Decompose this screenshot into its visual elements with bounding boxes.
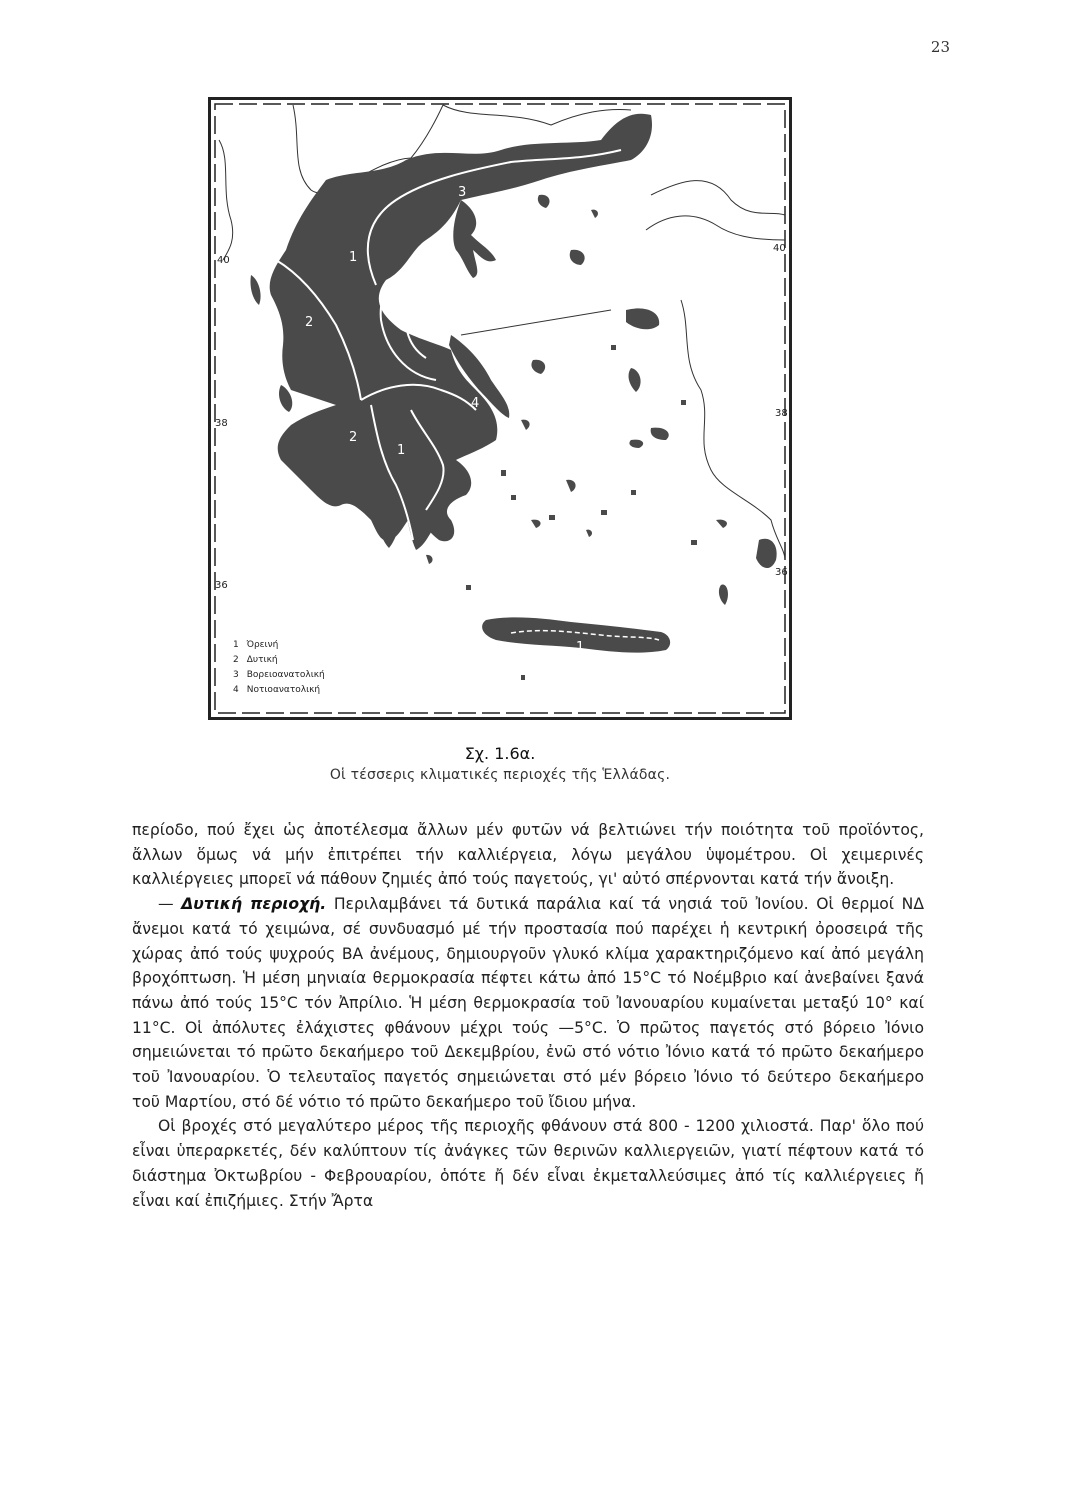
section-heading-western-region: Δυτική περιοχή.: [181, 895, 327, 914]
legend-label: Νοτιοανατολική: [246, 685, 321, 695]
latitude-40-left: 40: [217, 255, 230, 266]
legend-number: 2: [233, 655, 239, 665]
legend-number: 3: [233, 670, 239, 680]
latitude-40-right: 40: [773, 243, 786, 254]
map-drawing: [211, 100, 789, 717]
santorini: [586, 530, 592, 537]
anatolia-coast-line: [681, 300, 785, 560]
region-label-1-crete: 1: [576, 640, 585, 655]
thasos: [538, 195, 550, 208]
legend-item: [233, 683, 325, 698]
legend-label: Δυτική: [246, 655, 278, 665]
naxos: [566, 480, 576, 492]
legend-label: Βορειοανατολική: [246, 670, 325, 680]
border-line: [461, 310, 611, 335]
kos: [716, 520, 727, 528]
dash: —: [158, 895, 182, 914]
corfu: [250, 275, 260, 305]
turkey-coast-line: [651, 181, 785, 215]
mainland-greece: [270, 114, 652, 542]
samothrace: [591, 210, 598, 218]
lesvos: [626, 308, 659, 329]
rhodes: [756, 539, 777, 568]
bulgaria-border-line: [443, 105, 631, 125]
latitude-36-left: 36: [215, 580, 228, 591]
milos: [531, 520, 541, 528]
legend-item: [233, 668, 325, 683]
page-number: 23: [930, 38, 950, 56]
climate-regions-map: [208, 97, 792, 720]
paragraph-2: [132, 892, 924, 1114]
andros: [521, 420, 530, 430]
samos: [651, 428, 669, 440]
region-label-3-north: 3: [458, 185, 467, 200]
figure-caption-label: Σχ. 1.6α.: [464, 744, 536, 763]
karpathos: [719, 585, 728, 605]
marmara-coast-line: [646, 216, 785, 240]
figure-caption-text: Οἱ τέσσερις κλιματικές περιοχές τῆς Ἑλλάδας.: [329, 767, 671, 783]
kythira: [426, 555, 433, 564]
region-label-4: 4: [471, 396, 480, 411]
kefalonia: [279, 385, 292, 412]
paragraph-3: Οἱ βροχές στό μεγαλύτερο μέρος τῆς περιοχῆς φθάνουν στά 800 - 1200 χιλιοστά. Παρ' ὅλο πού εἶναι ὑπεραρκετές, δέν καλύπτουν τίς ἀνάγκες τῶν θερινῶν καλλιεργειῶν, γιατί πέφτουν κατά τό διάστημα Ὀκτωβρίου - Φεβρουαρίου, ὁπότε ἤ δέν εἶναι ἐκμεταλλεύσιμες ἀπό τίς καλλιέργειες ἤ εἶναι καί ἐπιζήμιες. Στήν Ἄρτα: [132, 1117, 924, 1210]
latitude-36-right: 36: [775, 567, 788, 578]
region-label-2-peloponnese: 2: [349, 430, 358, 445]
western-border-line: [219, 140, 233, 260]
legend-label: Ὀρεινή: [246, 640, 279, 650]
legend-item: [233, 638, 325, 653]
latitude-38-left: 38: [215, 418, 228, 429]
chios: [629, 368, 641, 392]
ikaria: [629, 440, 643, 448]
legend-number: 1: [233, 640, 239, 650]
region-label-1-north: 1: [349, 250, 358, 265]
legend-item: [233, 653, 325, 668]
map-legend: [233, 638, 325, 698]
legend-number: 4: [233, 685, 239, 695]
region-label-2-north: 2: [305, 315, 314, 330]
body-text: [132, 818, 924, 1213]
paragraph-1: περίοδο, πού ἔχει ὡς ἀποτέλεσμα ἄλλων μέν φυτῶν νά βελτιώνει τήν ποιότητα τοῦ προϊόντος, ἄλλων ὅμως νά μήν ἐπιτρέπει τήν καλλιέργεια, λόγω μεγάλου ὑψομέτρου. Οἱ χειμερινές καλλιέργειες μπορεῖ νά πάθουν ζημιές ἀπό τούς παγετούς, γι' αὐτό σπέρνονται κατά τήν ἄνοιξη.: [132, 821, 924, 889]
paragraph-2-text: Περιλαμβάνει τά δυτικά παράλια καί τά νησιά τοῦ Ἰονίου. Οἱ θερμοί ΝΔ ἄνεμοι κατά τό χειμώνα, σέ συνδυασμό μέ τήν προστασία πού παρέχει ἡ κεντρική ὀροσειρά τῆς χώρας ἀπό τούς ψυχρούς ΒΑ ἀνέμους, δημιουργοῦν γλυκό κλίμα χαρακτηριζόμενο καί ἀπό μεγάλη βροχόπτωση. Ἡ μέση μηνιαία θερμοκρασία πέφτει κάτω ἀπό 15°C τό Νοέμβριο καί ἀνεβαίνει ξανά πάνω ἀπό τούς 15°C τόν Ἀπρίλιο. Ἡ μέση θερμοκρασία τοῦ Ἰανουαρίου κυμαίνεται μεταξύ 10° καί 11°C. Οἱ ἀπόλυτες ἐλάχιστες φθάνουν μέχρι τούς —5°C. Ὁ πρῶτος παγετός στό βόρειο Ἰόνιο σημειώνεται τό πρῶτο δεκαήμερο τοῦ Δεκεμβρίου, ἐνῶ στό νότιο Ἰόνιο κατά τό πρῶτο δεκαήμερο τοῦ Ἰανουαρίου. Ὁ τελευταῖος παγετός σημειώνεται στό μέν βόρειο Ἰόνιο τό δεύτερο δεκαήμερο τοῦ Μαρτίου, στό δέ νότιο τό πρῶτο δεκαήμερο τοῦ ἴδιου μήνα.: [132, 895, 924, 1111]
skyros: [531, 360, 545, 374]
chalkidiki: [453, 200, 496, 278]
region-label-3-thessaly: 3: [407, 296, 416, 311]
lemnos: [570, 250, 585, 265]
latitude-38-right: 38: [775, 408, 788, 419]
region-label-1-peloponnese: 1: [397, 443, 406, 458]
